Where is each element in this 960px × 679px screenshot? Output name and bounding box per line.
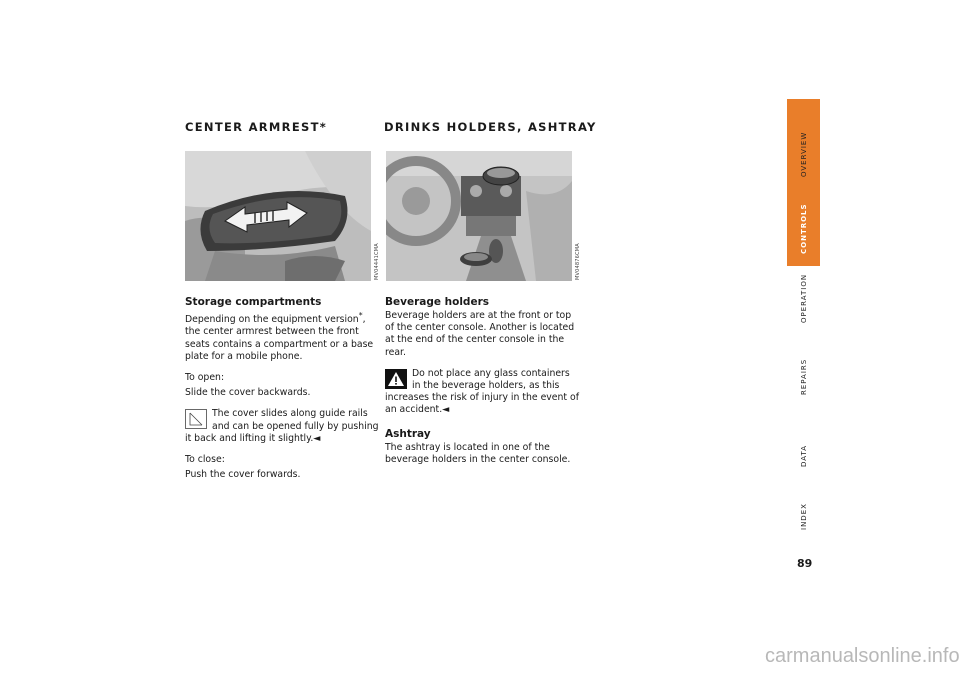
- tab-operation[interactable]: OPERATION: [800, 273, 808, 323]
- armrest-note: The cover slides along guide rails and can be opened fully by pushing it back and lifting it slightly.◄: [185, 408, 379, 444]
- tab-controls[interactable]: CONTROLS: [800, 203, 808, 254]
- storage-compartments-heading: Storage compartments: [185, 296, 322, 308]
- beverage-holder-photo: [386, 151, 572, 281]
- ashtray-heading: Ashtray: [385, 427, 431, 440]
- watermark: carmanualsonline.info: [765, 645, 960, 667]
- warning-icon: [385, 369, 407, 389]
- armrest-description: Depending on the equipment version*, the center armrest between the front seats contains a compartment or a base plate for a mobile phone.: [185, 311, 374, 362]
- beverage-warning: Do not place any glass containers in the beverage holders, as this increases the risk of injury in the event of an accident.◄: [385, 367, 579, 416]
- tab-data[interactable]: DATA: [800, 444, 808, 467]
- drinks-holders-heading: DRINKS HOLDERS, ASHTRAY: [384, 120, 597, 134]
- tab-repairs[interactable]: REPAIRS: [800, 358, 808, 395]
- armrest-photo-code: MV04441CMA: [374, 243, 380, 280]
- armrest-photo: [185, 151, 371, 281]
- tab-overview[interactable]: OVERVIEW: [800, 131, 808, 177]
- left-column: [185, 296, 380, 490]
- tab-index[interactable]: INDEX: [800, 503, 808, 530]
- page-number: 89: [797, 557, 813, 570]
- beverage-description: Beverage holders are at the front or top of the center console. Another is located at the end of the center console in the rear.: [385, 310, 575, 358]
- center-armrest-heading: CENTER ARMREST*: [185, 120, 328, 134]
- close-step: Push the cover forwards.: [185, 469, 301, 481]
- to-close-label: To close:: [185, 453, 225, 465]
- right-column: [385, 296, 580, 475]
- beverage-holders-heading: Beverage holders: [385, 296, 490, 308]
- note-icon: [185, 409, 207, 429]
- open-step: Slide the cover backwards.: [185, 387, 311, 399]
- to-open-label: To open:: [185, 371, 225, 383]
- ashtray-description: The ashtray is located in one of the beverage holders in the center console.: [385, 441, 571, 465]
- beverage-photo-code: MV04876CMA: [575, 243, 581, 280]
